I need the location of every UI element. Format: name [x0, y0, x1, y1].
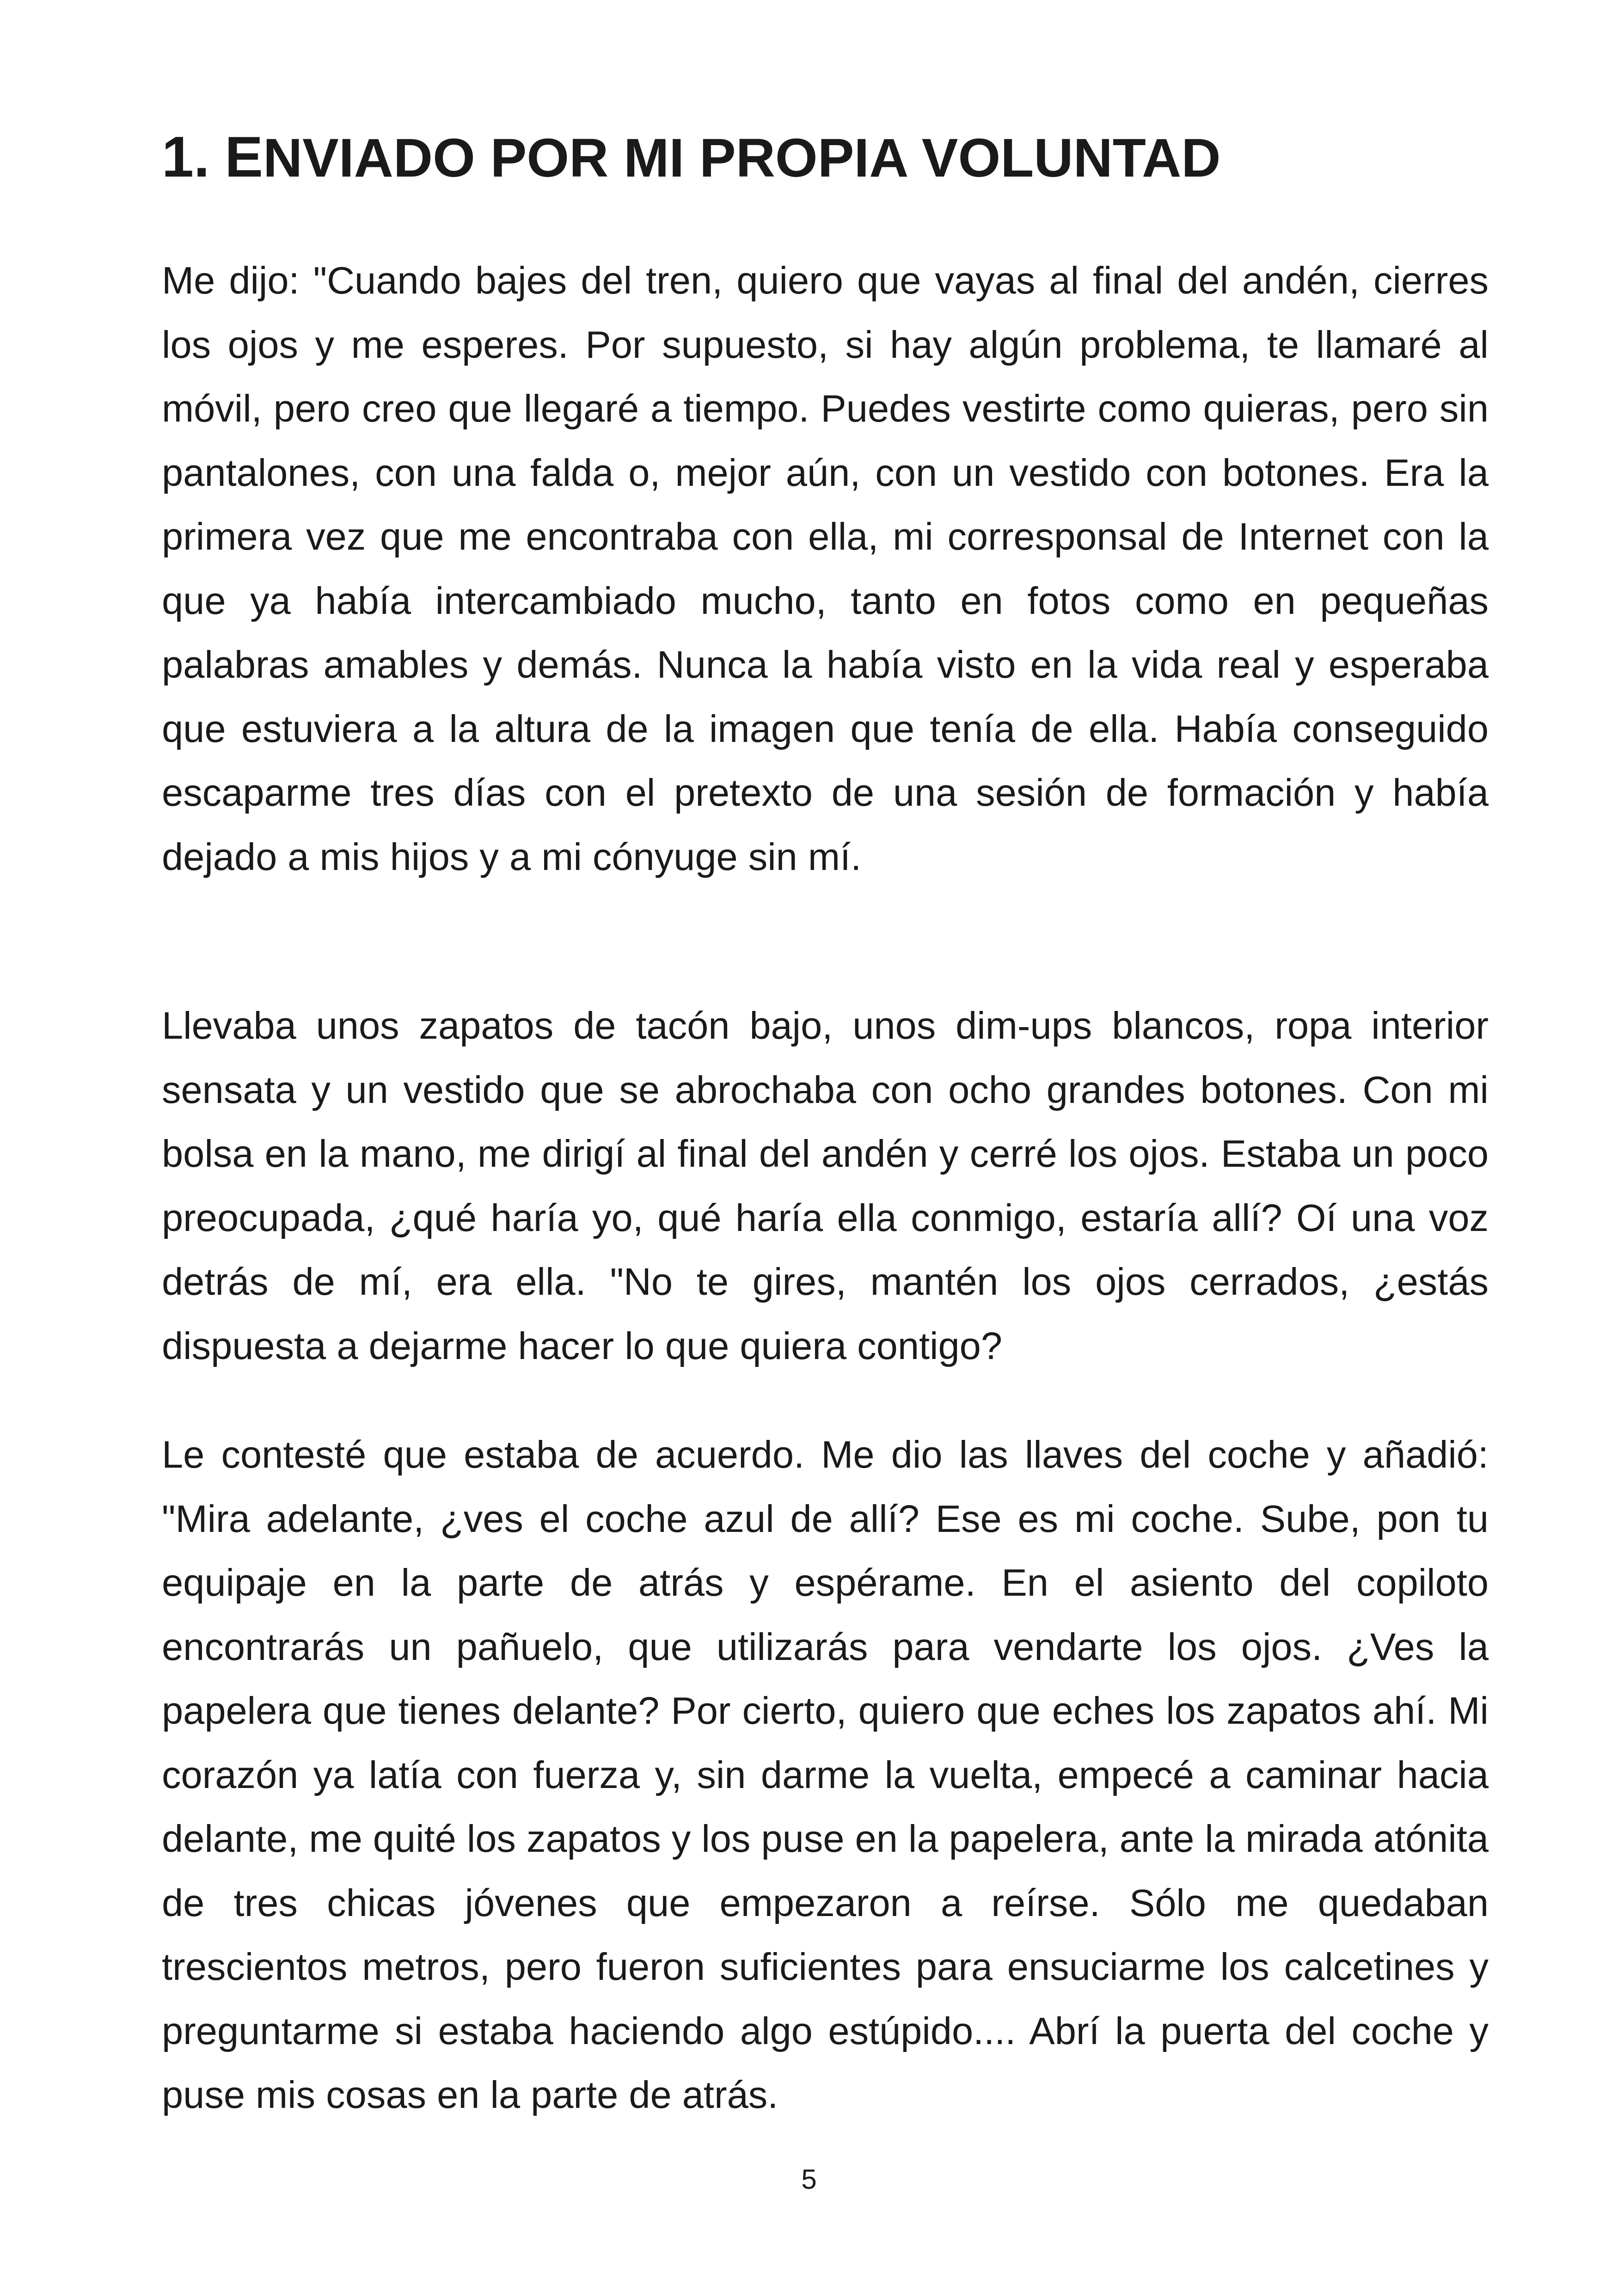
chapter-title — [162, 125, 1502, 190]
paragraph-3: Le contesté que estaba de acuerdo. Me dio las llaves del coche y añadió: "Mira adelante, ¿ves el coche azul de allí? Ese es mi coche. Sube, pon tu equipaje en la parte de atrás y espérame. En el asiento del copiloto encontrarás un pañuelo, que utilizarás para vendarte los ojos. ¿Ves la papelera que tienes delante? Por cierto, quiero que eches los zapatos ahí. Mi corazón ya latía con fuerza y, sin darme la vuelta, empecé a caminar hacia delante, me quité los zapatos y los puse en la papelera, ante la mirada atónita de tres chicas jóvenes que empezaron a reírse. Sólo me quedaban trescientos metros, pero fueron suficientes para ensuciarme los calcetines y preguntarme si estaba haciendo algo estúpido.... Abrí la puerta del coche y puse mis cosas en la parte de atrás. — [162, 1433, 1489, 2116]
chapter-title-rest: NVIADO POR MI PROPIA VOLUNTAD — [263, 128, 1221, 189]
chapter-number: 1. — [162, 125, 210, 189]
page-number: 5 — [801, 2164, 817, 2195]
chapter-title-initial: E — [225, 125, 263, 189]
paragraph-2: Llevaba unos zapatos de tacón bajo, unos dim-ups blancos, ropa interior sensata y un vestido que se abrochaba con ocho grandes botones. Con mi bolsa en la mano, me dirigí al final del andén y cerré los ojos. Estaba un poco preocupada, ¿qué haría yo, qué haría ella conmigo, estaría allí? Oí una voz detrás de mí, era ella. "No te gires, mantén los ojos cerrados, ¿estás dispuesta a dejarme hacer lo que quiera contigo? — [162, 1004, 1489, 1367]
paragraph-1: Me dijo: "Cuando bajes del tren, quiero que vayas al final del andén, cierres los ojos y me esperes. Por supuesto, si hay algún problema, te llamaré al móvil, pero creo que llegaré a tiempo. Puedes vestirte como quieras, pero sin pantalones, con una falda o, mejor aún, con un vestido con botones. Era la primera vez que me encontraba con ella, mi corresponsal de Internet con la que ya había intercambiado mucho, tanto en fotos como en pequeñas palabras amables y demás. Nunca la había visto en la vida real y esperaba que estuviera a la altura de la imagen que tenía de ella. Había conseguido escaparme tres días con el pretexto de una sesión de formación y había dejado a mis hijos y a mi cónyuge sin mí. — [162, 259, 1489, 878]
